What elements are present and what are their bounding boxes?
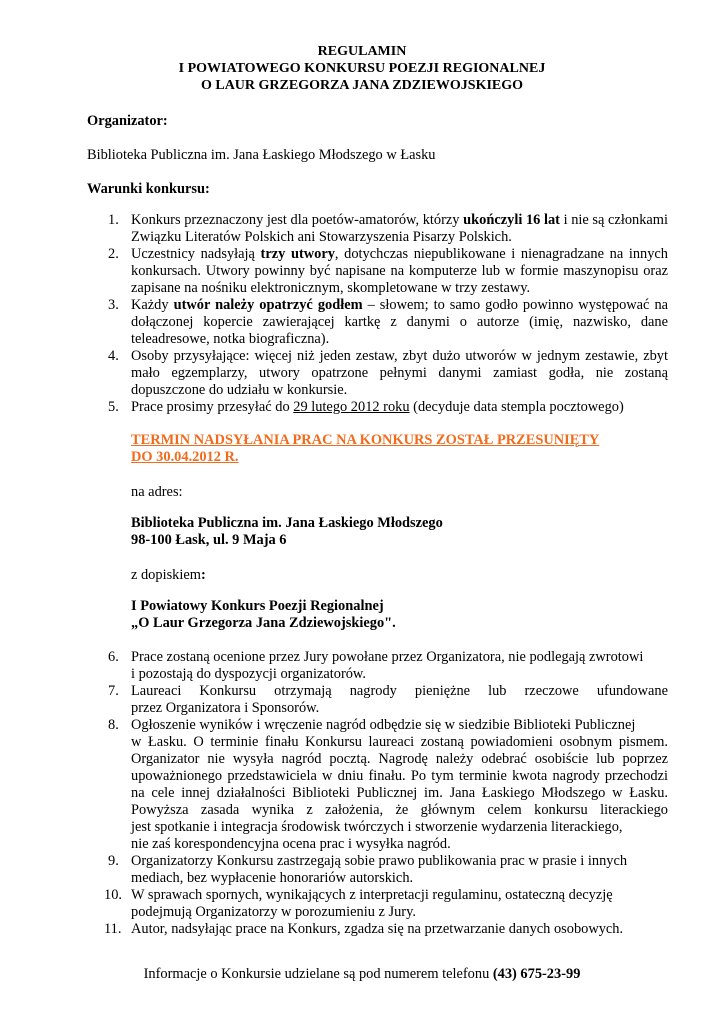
organizer-heading: Organizator: (87, 113, 168, 129)
item-text: Prace zostaną ocenione przez Jury powołane przez Organizatora, nie podlegają zwrotowi i pozostają do dyspozycji organizatorów. (131, 649, 644, 682)
deadline-extended-notice-line-1: TERMIN NADSYŁANIA PRAC NA KONKURS ZOSTAŁ PRZESUNIĘTY (131, 432, 600, 448)
item-number: 5. (108, 399, 119, 415)
list-item (0, 399, 724, 416)
doc-title-line-2: I POWIATOWEGO KONKURSU POEZJI REGIONALNEJ (178, 61, 546, 76)
footer-contact: Informacje o Konkursie udzielane są pod numerem telefonu (43) 675-23-99 (143, 966, 581, 982)
item-text: Każdy utwór należy opatrzyć godłem – słowem; to samo godło powinno występować na dołączonej kopercie zawierającej kartkę z danymi o autorze (imię, nazwisko, dane teleadresowe, notka biograficzna). (131, 297, 669, 347)
deadline-extended-notice-line-2: DO 30.04.2012 R. (131, 449, 239, 465)
conditions-heading: Warunki konkursu: (87, 181, 210, 197)
item-text: Ogłoszenie wyników i wręczenie nagród odbędzie się w siedzibie Biblioteki Publicznej w Łasku. O terminie finału Konkursu laureaci zostaną powiadomieni osobnym pismem. Organizator nie wysyła nagród pocztą. Nagrodę należy odebrać osobiście lub poprzez upoważnionego przedstawiciela w dniu finału. Po tym terminie kwota nagrody przechodzi na cele innej działalności Biblioteki Publicznej im. Jana Łaskiego Młodszego w Łasku. Powyższa zasada wynika z założenia, że głównym celem konkursu literackiego jest spotkanie i integracja środowisk twórczych i stworzenie wydarzenia literackiego, nie zaś korespondencyjna ocena prac i wysyłka nagród. (131, 717, 668, 852)
item-number: 3. (108, 297, 119, 313)
item-text: Konkurs przeznaczony jest dla poetów-amatorów, którzy ukończyli 16 lat i nie są członkami Związku Literatów Polskich ani Stowarzyszenia Pisarzy Polskich. (131, 212, 668, 245)
note-intro: z dopiskiem: (131, 567, 206, 583)
item-text: Uczestnicy nadsyłają trzy utwory, dotychczas niepublikowane i nienagradzane na innych konkursach. Utwory powinny być napisane na komputerze lub w formie maszynopisu oraz zapisane na nośniku elektronicznym, skompletowane w trzy zestawy. (131, 246, 669, 296)
phone-number: (43) 675-23-99 (492, 966, 581, 982)
deadline-date: 29 lutego 2012 roku (293, 399, 410, 415)
item-text: Laureaci Konkursu otrzymają nagrody pieniężne lub rzeczowe ufundowane przez Organizatora i Sponsorów. (131, 683, 668, 716)
conditions-list-b (0, 649, 724, 938)
item-number: 6. (108, 649, 119, 665)
address-line-2: 98-100 Łask, ul. 9 Maja 6 (131, 532, 287, 548)
item-text: Autor, nadsyłając prace na Konkurs, zgadza się na przetwarzanie danych osobowych. (131, 921, 624, 937)
list-item (0, 887, 724, 921)
item-number: 10. (104, 887, 122, 903)
item-text: Prace prosimy przesyłać do 29 lutego 2012 roku (decyduje data stempla pocztowego) (131, 399, 624, 415)
doc-title-line-1: REGULAMIN (317, 44, 407, 59)
note-line-2: „O Laur Grzegorza Jana Zdziewojskiego". (131, 615, 396, 631)
list-item (0, 246, 724, 297)
item-text: Organizatorzy Konkursu zastrzegają sobie prawo publikowania prac w prasie i innych mediach, bez wypłacenie honorariów autorskich. (131, 853, 628, 886)
conditions-list-a (0, 212, 724, 416)
item-number: 11. (104, 921, 122, 937)
list-item (0, 297, 724, 348)
item-number: 7. (108, 683, 119, 699)
item-text: W sprawach spornych, wynikających z interpretacji regulaminu, ostateczną decyzję podejmują Organizatorzy w porozumieniu z Jury. (131, 887, 613, 920)
list-item (0, 717, 724, 853)
item-number: 4. (108, 348, 119, 364)
list-item (0, 212, 724, 246)
address-intro: na adres: (131, 484, 183, 500)
list-item (0, 921, 724, 938)
list-item (0, 348, 724, 399)
item-number: 8. (108, 717, 119, 733)
item-text: Osoby przysyłające: więcej niż jeden zestaw, zbyt dużo utworów w jednym zestawie, zbyt mało egzemplarzy, utwory opatrzone pełnymi danymi zamiast godła, nie zostaną dopuszczone do udziału w konkursie. (131, 348, 668, 398)
item-number: 9. (108, 853, 119, 869)
list-item (0, 683, 724, 717)
address-line-1: Biblioteka Publiczna im. Jana Łaskiego Młodszego (131, 515, 443, 531)
item-number: 2. (108, 246, 119, 262)
organizer-name: Biblioteka Publiczna im. Jana Łaskiego Młodszego w Łasku (87, 147, 436, 163)
list-item (0, 853, 724, 887)
note-line-1: I Powiatowy Konkurs Poezji Regionalnej (131, 598, 384, 614)
item-number: 1. (108, 212, 119, 228)
list-item (0, 649, 724, 683)
doc-title-line-3: O LAUR GRZEGORZA JANA ZDZIEWOJSKIEGO (200, 78, 524, 93)
